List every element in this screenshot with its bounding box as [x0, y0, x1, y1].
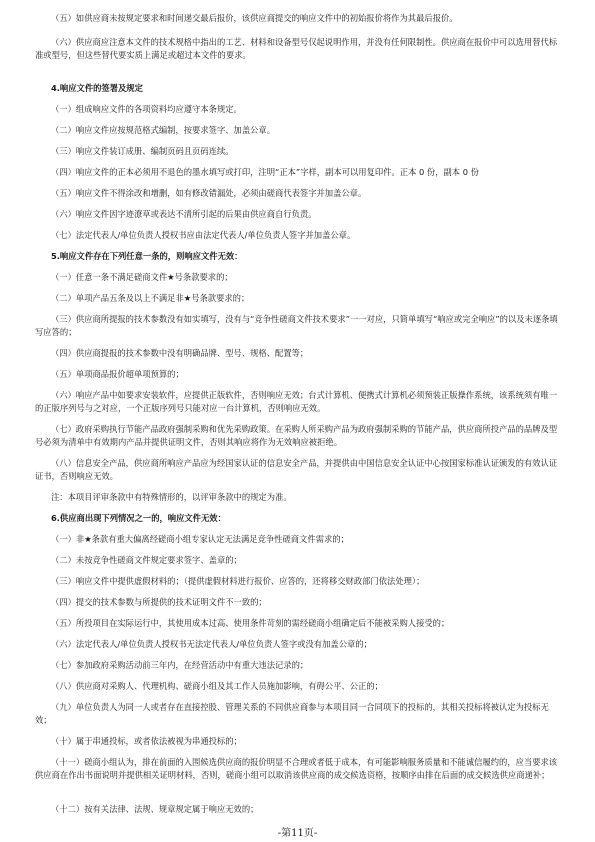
paragraph: （一）组成响应文件的各项资料均应遵守本条规定。: [51, 104, 242, 114]
paragraph: （六）响应文件因字迹潦草或表达不清所引起的后果由供应商自行负责。: [51, 209, 317, 219]
paragraph: （六）法定代表人/单位负责人授权书无法定代表人/单位负责人签字或没有加盖公章的；: [51, 639, 372, 649]
paragraph: （四）提交的技术参数与所提供的技术证明文件不一致的；: [51, 597, 267, 607]
paragraph: （三）供应商所提报的技术参数没有如实填写，没有与“竞争性磋商文件技术要求”一一对应，只简单填写“响应或完全响应”的以及未逐条填写应答的；: [35, 314, 558, 337]
paragraph: （四）供应商提报的技术参数中没有明确品牌、型号、规格、配置等；: [51, 348, 309, 358]
paragraph: （三）响应文件装订成册、编制页码且页码连续。: [51, 146, 234, 156]
paragraph: （七）政府采购执行节能产品政府强制采购和优先采购政策。在采购人所采购产品为政府强制采购的节能产品，供应商所投产品的品牌及型号必须为清单中有效期内产品并提供证明文件，否则其响应将作为无效响应被拒绝。: [35, 424, 558, 447]
paragraph: （十二）按有关法律、法规、规章规定属于响应无效的；: [51, 804, 259, 814]
page-number: -第11页-: [277, 828, 318, 839]
paragraph: （五）如供应商未按规定要求和时间递交最后报价，该供应商提交的响应文件中的初始报价将作为其最后报价。: [51, 13, 458, 23]
paragraph: （五）单项商品报价超单项预算的；: [51, 369, 184, 379]
paragraph: （八）供应商对采购人、代理机构、磋商小组及其工作人员施加影响，有碍公平、公正的；: [51, 681, 383, 691]
paragraph: （五）所投项目在实际运行中，其使用成本过高、使用条件苛刻的需经磋商小组确定后不能被采购人接受的；: [51, 618, 450, 628]
paragraph: （三）响应文件中提供虚假材料的；（提供虚假材料进行报价、应答的，还将移交财政部门依法处理）；: [51, 576, 425, 586]
paragraph: （十）属于串通投标，或者依法被视为串通投标的；: [51, 736, 242, 746]
paragraph: （七）法定代表人/单位负责人授权书应由法定代表人/单位负责人签字并加盖公章。: [51, 230, 356, 240]
paragraph: （六）响应产品中如要求安装软件，应提供正版软件，否则响应无效；台式计算机、便携式计算机必须预装正版操作系统，该系统须有唯一的正版序列号与之对应，一个正版序列号只能对应一台计算机，否则响应无效。: [35, 390, 558, 413]
paragraph: （二）未按竞争性磋商文件规定要求签字、盖章的；: [51, 555, 242, 565]
paragraph: （一）非★条款有重大偏离经磋商小组专家认定无法满足竞争性磋商文件需求的；: [51, 534, 349, 544]
section-heading: 4.响应文件的签署及规定: [51, 83, 143, 93]
paragraph: （九）单位负责人为同一人或者存在直接控股、管理关系的不同供应商参与本项目同一合同项下的投标的，其相关投标将被认定为投标无效；: [35, 702, 549, 725]
paragraph: （十一）磋商小组认为，排在前面的入围候选供应商的报价明显不合理或者低于成本，有可能影响服务质量和不能诚信履约的，应当要求该供应商在作出书面说明并提供相关证明材料，否则，磋商小组可以取消该供应商的成交候选资格，按顺序由排在后面的成交候选供应商递补；: [35, 757, 558, 780]
paragraph: （七）参加政府采购活动前三年内，在经营活动中有重大违法记录的；: [51, 660, 309, 670]
paragraph: （六）供应商应注意本文件的技术规格中指出的工艺、材料和设备型号仅起说明作用，并没有任何限制性。供应商在报价中可以选用替代标准或型号，但这些替代要实质上满足或超过本文件的要求。: [35, 37, 558, 60]
paragraph: （二）响应文件应按规范格式编制，按要求签字、加盖公章。: [51, 125, 276, 135]
paragraph: （一）任意一条不满足磋商文件★号条款要求的；: [51, 272, 233, 282]
paragraph: （五）响应文件不得涂改和增删，如有修改错漏处，必须由磋商代表签字并加盖公章。: [51, 188, 367, 198]
section-heading: 6.供应商出现下列情况之一的，响应文件无效：: [51, 513, 226, 523]
paragraph: （二）单项产品五条及以上不满足非★号条款要求的；: [51, 293, 250, 303]
paragraph: （八）信息安全产品，供应商所响应产品应为经国家认证的信息安全产品，并提供由中国信息安全认证中心按国家标准认证颁发的有效认证证书，否则响应无效。: [35, 458, 558, 481]
section-heading: 5.响应文件存在下列任意一条的，则响应文件无效：: [51, 251, 243, 261]
note: 注：本项目评审条款中有特殊情形的，以评审条款中的规定为准。: [51, 492, 292, 502]
paragraph: （四）响应文件的正本必须用不退色的墨水填写或打印，注明“正本”字样，副本可以用复印件。正本 0 份，副本 0 份: [51, 167, 479, 177]
